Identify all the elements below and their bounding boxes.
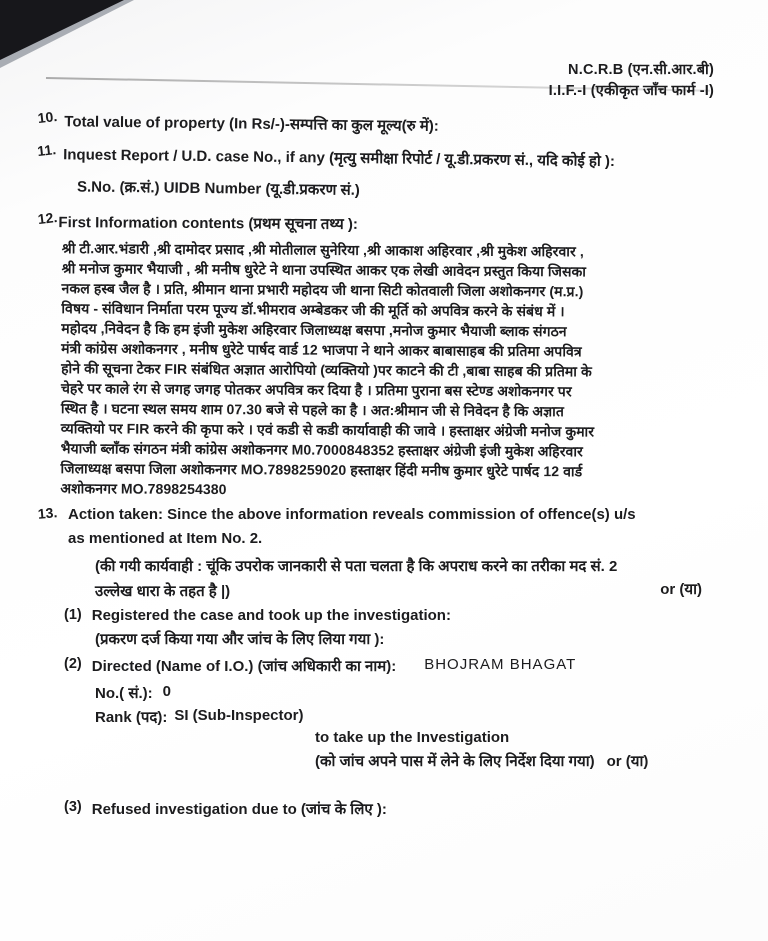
item11-number: 11.	[36, 141, 57, 160]
take-up-investigation-hindi-row	[315, 751, 648, 771]
action-taken-line2: as mentioned at Item No. 2.	[68, 530, 263, 547]
option-refused-investigation	[64, 799, 387, 819]
fir-line: व्यक्तियो पर FIR करने की कृपा करे । एवं कडी से कडी कार्यावाही की जावे । हस्ताक्षर अंग्रेजी मनोज कुमार	[60, 420, 595, 440]
item10-number: 10.	[36, 108, 58, 127]
io-number-value: 0	[162, 683, 171, 700]
sub3-number: (3)	[64, 799, 82, 815]
item12-number: 12.	[36, 208, 59, 228]
option-registered-case	[64, 607, 451, 624]
take-up-investigation-hindi: (को जांच अपने पास में लेने के लिए निर्देश दिया गया)	[315, 753, 595, 770]
sub1-number: (1)	[64, 607, 82, 623]
io-rank-row	[95, 707, 304, 727]
action-taken-line1: Action taken: Since the above information reveals commission of offence(s) u/s	[68, 506, 636, 523]
action-taken-hindi-line2: उल्लेख धारा के तहत है |)	[95, 583, 231, 600]
fir-line: अशोकनगर MO.7898254380	[60, 480, 227, 498]
fir-line: चेहरे पर काले रंग से जगह जगह पोतकर अपवित्र कर दिया है । प्रतिमा पुराना बस स्टेण्ड अशोकनगर पर	[60, 380, 572, 400]
fir-contents-paragraph	[60, 238, 722, 502]
fir-line: महोदय ,निवेदन है कि हम इंजी मुकेश अहिरवार जिलाध्यक्ष बसपा ,मनोज कुमार भैयाजी ब्लाक संगठन	[61, 320, 567, 340]
fir-line: विषय - संविधान निर्माता परम पूज्य डॉ.भीमराव अम्बेडकर जी की मूर्ति को अपवित्र करने के संबंध में ।	[61, 300, 565, 320]
field-total-property-value	[36, 108, 439, 136]
directed-io-label: Directed (Name of I.O.) (जांच अधिकारी का नाम):	[91, 658, 397, 675]
io-number-row	[95, 683, 171, 703]
sub2-number: (2)	[64, 656, 82, 672]
io-name-value: BHOJRAM BHAGAT	[424, 656, 577, 673]
form-header	[549, 60, 714, 102]
item10-label: Total value of property (In Rs/-)-सम्पत्ति का कुल मूल्य(रु में):	[64, 113, 439, 135]
fir-line: श्री टी.आर.भंडारी ,श्री दामोदर प्रसाद ,श्री मोतीलाल सुनेरिया ,श्री आकाश अहिरवार ,श्री मुकेश अहिरवार ,	[61, 240, 584, 260]
item12-label: First Information contents (प्रथम सूचना तथ्य ):	[58, 214, 358, 233]
fir-line: स्थित है । घटना स्थल समय शाम 07.30 बजे से पहले का है । अत:श्रीमान जी से निवेदन है कि अज्ञात	[60, 400, 565, 420]
item13-number: 13.	[37, 504, 58, 522]
option-directed-io	[64, 656, 576, 676]
org-title: N.C.R.B (एन.सी.आर.बी)	[568, 62, 714, 78]
fir-line: मंत्री कांग्रेस अशोकनगर , मनीष धुरेटे पार्षद वार्ड 12 भाजपा ने थाने आकर बाबासाहब की प्रतिमा अपवित्र	[61, 340, 582, 360]
fir-line: श्री मनोज कुमार भैयाजी , श्री मनीष धुरेटे ने थाना उपस्थित आकर एक लेखी आवेदन प्रस्तुत किया जिसका	[61, 260, 587, 280]
io-rank-label: Rank (पद):	[95, 709, 168, 726]
field-inquest-report	[36, 141, 616, 171]
item11-label: Inquest Report / U.D. case No., if any (मृत्यु समीक्षा रिपोर्ट / यू.डी.प्रकरण सं., यदि कोई हो ):	[63, 146, 616, 171]
uidb-serial-label: S.No. (क्र.सं.) UIDB Number (यू.डी.प्रकरण सं.)	[76, 178, 360, 199]
section-first-information-contents	[36, 208, 358, 234]
fir-line: होने की सूचना टेकर FIR संबंधित अज्ञात आरोपियो (व्यक्तियो )पर काटने की टी ,बाबा साहब की प्रतिमा के	[61, 360, 592, 380]
sub1-label-en: Registered the case and took up the investigation:	[91, 607, 451, 624]
sub3-label: Refused investigation due to (जांच के लिए ):	[91, 801, 387, 818]
fir-line: जिलाध्यक्ष बसपा जिला अशोकनगर MO.7898259020 हस्ताक्षर हिंदी मनीष कुमार धुरेटे पार्षद 12 वार्ड	[60, 460, 583, 480]
form-title: I.I.F.-I (एकीकृत जाँच फार्म -I)	[548, 83, 714, 99]
or-option-label-2: or (या)	[606, 753, 649, 770]
fir-line: भैयाजी ब्लाँक संगठन मंत्री कांग्रेस अशोकनगर M0.7000848352 हस्ताक्षर अंग्रेजी इंजी मुकेश अहिरवार	[60, 440, 583, 460]
fir-line: नकल हस्ब जैल है । प्रति, श्रीमान थाना प्रभारी महोदय जी थाना सिटी कोतवाली जिला अशोकनगर (म.प्र.)	[61, 280, 584, 300]
or-option-label: or (या)	[660, 581, 702, 598]
io-rank-value: SI (Sub-Inspector)	[174, 707, 304, 724]
sub1-label-hindi: (प्रकरण दर्ज किया गया और जांच के लिए लिया गया ):	[95, 631, 385, 648]
io-number-label: No.( सं.):	[95, 685, 153, 702]
action-taken-hindi-line1: (की गयी कार्यवाही : चूंकि उपरोक जानकारी से पता चलता है कि अपराध करने का तरीका मद सं. 2	[95, 558, 618, 575]
take-up-investigation-label: to take up the Investigation	[315, 729, 510, 746]
